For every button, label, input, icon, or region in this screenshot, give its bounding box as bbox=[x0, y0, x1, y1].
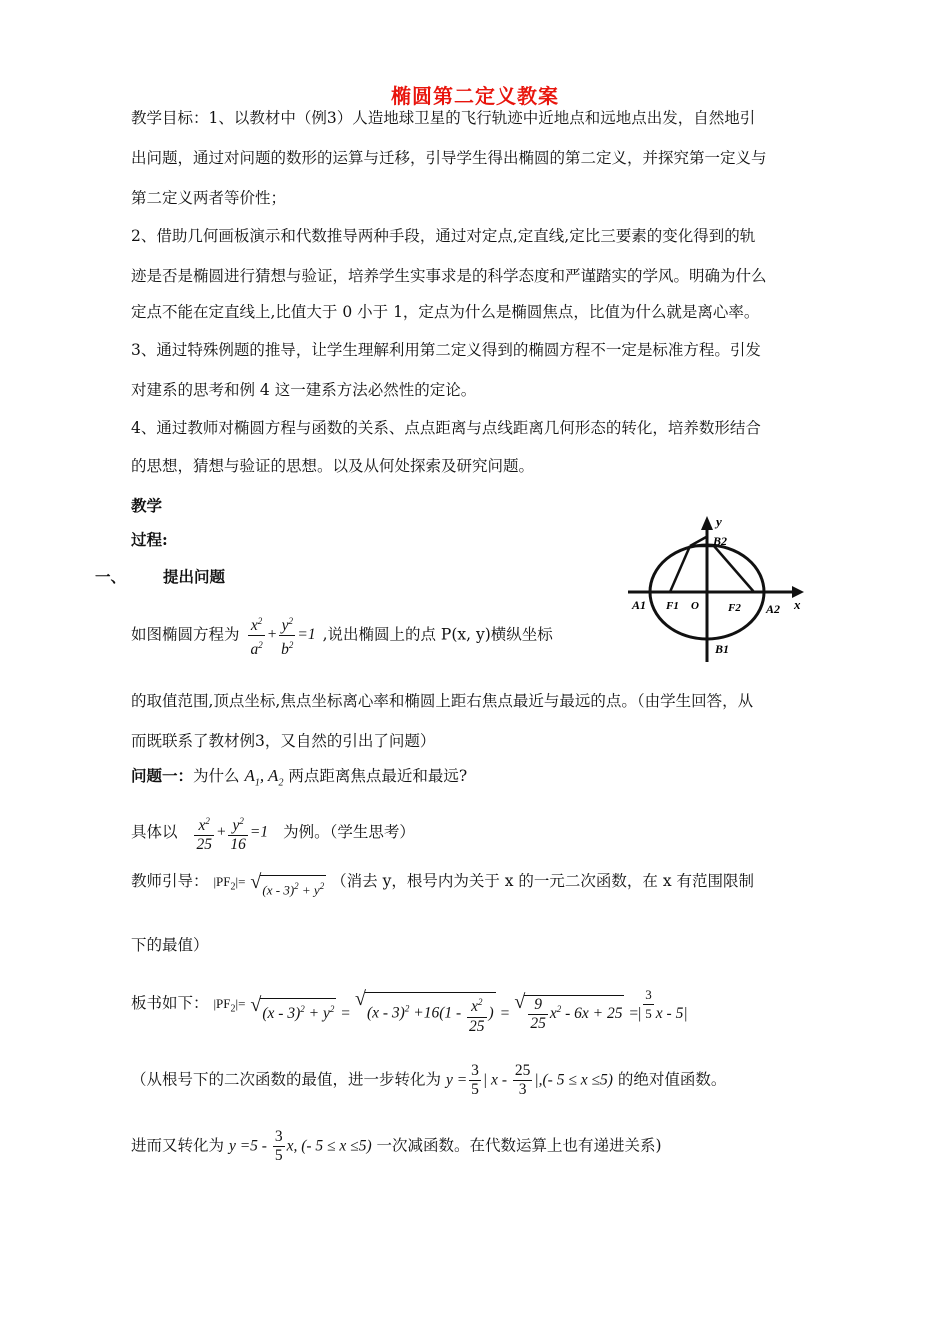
intro-line: 的取值范围,顶点坐标,焦点坐标离心率和椭圆上距右焦点最近与最远的点。（由学生回答，从 bbox=[131, 692, 754, 710]
label-f1: F1 bbox=[666, 600, 679, 612]
transform2-suffix: 一次减函数。在代数运算上也有递进关系) bbox=[376, 1136, 662, 1155]
intro-suffix: ,说出椭圆上的点 P(x, y)横纵坐标 bbox=[322, 625, 553, 644]
board-prefix: 板书如下： bbox=[131, 994, 209, 1012]
objective-line: 4、通过教师对椭圆方程与函数的关系、点点距离与点线距离几何形态的转化，培养数形结合 bbox=[131, 419, 761, 437]
intro-prefix: 如图椭圆方程为 bbox=[131, 625, 240, 644]
guide-prefix: 教师引导： bbox=[131, 872, 209, 890]
label-b2: B2 bbox=[713, 534, 728, 548]
label-f2: F2 bbox=[728, 602, 741, 614]
intro-line bbox=[131, 612, 601, 659]
question-text-b: 两点距离焦点最近和最远? bbox=[288, 767, 468, 785]
y-axis-arrow bbox=[701, 516, 713, 530]
guide-comment: （消去 y，根号内为关于 x 的一元二次函数，在 x 有范围限制 bbox=[331, 872, 755, 890]
example-line bbox=[131, 812, 821, 854]
label-a2: A2 bbox=[766, 602, 781, 616]
objective-line: 的思想，猜想与验证的思想。以及从何处探索及研究问题。 bbox=[131, 457, 535, 475]
intro-line: 而既联系了教材例3，又自然的引出了问题） bbox=[131, 732, 436, 750]
guide-line: 下的最值） bbox=[131, 936, 209, 954]
question-label: 问题一： bbox=[131, 766, 194, 785]
process-label: 过程: bbox=[131, 530, 168, 549]
transform2-prefix: 进而又转化为 bbox=[131, 1136, 225, 1155]
objective-line: 2、借助几何画板演示和代数推导两种手段，通过对定点,定直线,定比三要素的变化得到的轨 bbox=[131, 227, 756, 245]
objective-line: 教学目标：1、以教材中（例3）人造地球卫星的飞行轨迹中近地点和远地点出发，自然地引 bbox=[131, 109, 756, 127]
label-x: x bbox=[794, 597, 801, 612]
objective-line: 出问题，通过对问题的数形的运算与迁移，引导学生得出椭圆的第二定义，并探究第一定义与 bbox=[131, 149, 767, 167]
transform1-suffix: 的绝对值函数。 bbox=[617, 1070, 727, 1089]
objective-line: 迹是否是椭圆进行猜想与验证，培养学生实事求是的科学态度和严谨踏实的学风。明确为什么 bbox=[131, 267, 767, 285]
objective-line: 第二定义两者等价性； bbox=[131, 189, 287, 207]
board-line: 板书如下： $|PF_2|=$ √ $(x - 3)^2 + y^2$ = √ (x - 3)$^2$ +16(1 - $\frac{x^2}{25}$ ) = √ $\frac{9}{25}$ $x^2 - 6x + 25$ =| $\frac{3}{5}$ x - 5| bbox=[131, 986, 821, 1036]
section-number: 一、 bbox=[95, 567, 127, 586]
label-origin: O bbox=[691, 600, 699, 612]
objective-line: 对建系的思考和例 4 这一建系方法必然性的定论。 bbox=[131, 381, 477, 399]
ellipse-equation: $\frac{x^2}{a^2}$ + $\frac{y^2}{b^2}$ =1 bbox=[246, 612, 315, 659]
ellipse-diagram bbox=[620, 512, 810, 672]
example-prefix: 具体以 bbox=[131, 823, 178, 842]
section-title: 提出问题 bbox=[163, 567, 226, 586]
objective-line: 3、通过特殊例题的推导，让学生理解利用第二定义得到的椭圆方程不一定是标准方程。引发 bbox=[131, 341, 761, 359]
example-equation: $\frac{x^2}{25}$ + $\frac{y^2}{16}$ =1 bbox=[192, 812, 268, 854]
objective-line: 定点不能在定直线上,比值大于 0 小于 1，定点为什么是椭圆焦点，比值为什么就是离心率。 bbox=[131, 303, 760, 321]
transform-line: 进而又转化为 y =5 - $\frac{3}{5}$ x, (- 5 ≤ x ≤5) 一次减函数。在代数运算上也有递进关系) bbox=[131, 1128, 662, 1164]
example-suffix: 为例。（学生思考） bbox=[283, 823, 415, 842]
label-y: y bbox=[716, 514, 722, 529]
label-b1: B1 bbox=[715, 642, 730, 656]
process-label: 教学 bbox=[131, 496, 163, 515]
label-a1: A1 bbox=[632, 598, 647, 612]
question-text-a: 为什么 bbox=[193, 767, 240, 785]
focal-line-3 bbox=[714, 546, 754, 592]
transform1-prefix: （从根号下的二次函数的最值，进一步转化为 bbox=[131, 1070, 442, 1089]
page-title: 椭圆第二定义教案 bbox=[391, 84, 559, 108]
guide-line: 教师引导： $|PF_2|=$ √ $(x - 3)^2 + y^2$ （消去 y，根号内为关于 x 的一元二次函数，在 x 有范围限制 bbox=[131, 871, 821, 900]
transform-line: （从根号下的二次函数的最值，进一步转化为 y = $\frac{3}{5}$ | x - $\frac{25}{3}$ |,(- 5 ≤ x ≤5) 的绝对值函数。 bbox=[131, 1062, 727, 1098]
question-line: 问题一：为什么 $A_1$, $A_2$ 两点距离焦点最近和最远? bbox=[131, 766, 468, 789]
